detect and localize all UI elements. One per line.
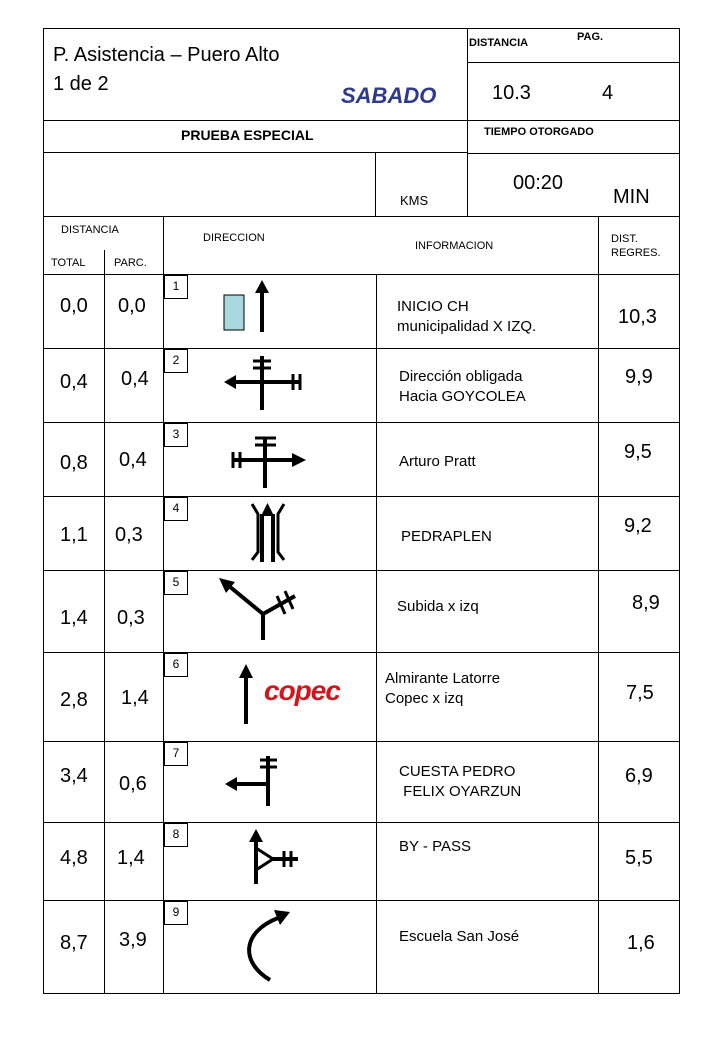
row-info: PEDRAPLEN [401, 528, 492, 545]
remaining-distance: 9,5 [624, 441, 652, 463]
row-info: Subida x izq [397, 598, 479, 615]
stage-label: PRUEBA ESPECIAL [181, 127, 314, 143]
partial-distance: 0,3 [115, 524, 143, 546]
total-distance: 0,4 [60, 371, 88, 393]
bypass-icon [240, 826, 302, 886]
time-label: TIEMPO OTORGADO [484, 126, 594, 138]
partial-distance: 3,9 [119, 929, 147, 951]
remaining-distance: 6,9 [625, 765, 653, 787]
remaining-distance: 5,5 [625, 847, 653, 869]
col-distance: DISTANCIA [61, 224, 119, 236]
copec-logo: copec [264, 675, 340, 706]
time-value: 00:20 [513, 172, 564, 194]
right-turn-crossroads-icon [228, 430, 318, 492]
partial-distance: 0,0 [118, 295, 146, 317]
col-partial: PARC. [114, 257, 147, 269]
remaining-distance: 1,6 [627, 932, 655, 954]
total-distance: 4,8 [60, 847, 88, 869]
left-turn-crossroads-icon [220, 352, 310, 412]
total-distance: 1,1 [60, 524, 88, 546]
row-number: 1 [164, 275, 188, 299]
partial-distance: 0,4 [119, 449, 147, 471]
total-distance: 2,8 [60, 689, 88, 711]
kms-label: KMS [400, 193, 429, 208]
remaining-distance: 9,9 [625, 366, 653, 388]
page-label: PAG. [577, 31, 604, 43]
day-label: SABADO [341, 83, 437, 108]
remaining-distance: 7,5 [626, 682, 654, 704]
remaining-distance: 10,3 [618, 306, 657, 328]
row-info: Dirección obligada Hacia GOYCOLEA [399, 368, 526, 405]
curve-right-icon [230, 902, 300, 984]
remaining-distance: 8,9 [632, 592, 660, 614]
partial-distance: 1,4 [121, 687, 149, 709]
row-number: 2 [164, 349, 188, 373]
row-info: Escuela San José [399, 928, 520, 945]
row-number: 6 [164, 653, 188, 677]
fork-left-icon [215, 574, 305, 644]
start-arrow-icon [215, 276, 285, 338]
total-distance: 0,0 [60, 295, 88, 317]
page-title: P. Asistencia – Puero Alto [53, 44, 280, 66]
col-dist-regres: DIST. REGRES. [611, 233, 661, 259]
t-junction-left-icon [222, 752, 282, 808]
remaining-distance: 9,2 [624, 515, 652, 537]
row-number: 7 [164, 742, 188, 766]
causeway-icon [240, 500, 300, 566]
total-distance: 3,4 [60, 765, 88, 787]
row-info: INICIO CH municipalidad X IZQ. [397, 298, 537, 335]
partial-distance: 0,4 [121, 368, 149, 390]
col-total: TOTAL [51, 257, 86, 269]
total-distance: 1,4 [60, 607, 88, 629]
partial-distance: 0,6 [119, 773, 147, 795]
page-subtitle: 1 de 2 [53, 73, 109, 95]
time-unit: MIN [613, 186, 650, 208]
straight-arrow-icon [232, 660, 262, 726]
partial-distance: 0,3 [117, 607, 145, 629]
row-number: 3 [164, 423, 188, 447]
row-number: 5 [164, 571, 188, 595]
row-info: CUESTA PEDRO FELIX OYARZUN [399, 763, 522, 800]
total-distance: 0,8 [60, 452, 88, 474]
col-info: INFORMACION [415, 240, 494, 252]
row-number: 4 [164, 497, 188, 521]
col-direction: DIRECCION [203, 232, 265, 244]
row-info: BY - PASS [399, 838, 471, 855]
distance-value: 10.3 [492, 82, 531, 104]
row-number: 9 [164, 901, 188, 925]
page-number: 4 [602, 82, 614, 104]
distance-label: DISTANCIA [469, 37, 529, 49]
total-distance: 8,7 [60, 932, 88, 954]
row-info: Arturo Pratt [399, 453, 476, 470]
partial-distance: 1,4 [117, 847, 145, 869]
row-info: Almirante Latorre Copec x izq [385, 670, 501, 707]
row-number: 8 [164, 823, 188, 847]
